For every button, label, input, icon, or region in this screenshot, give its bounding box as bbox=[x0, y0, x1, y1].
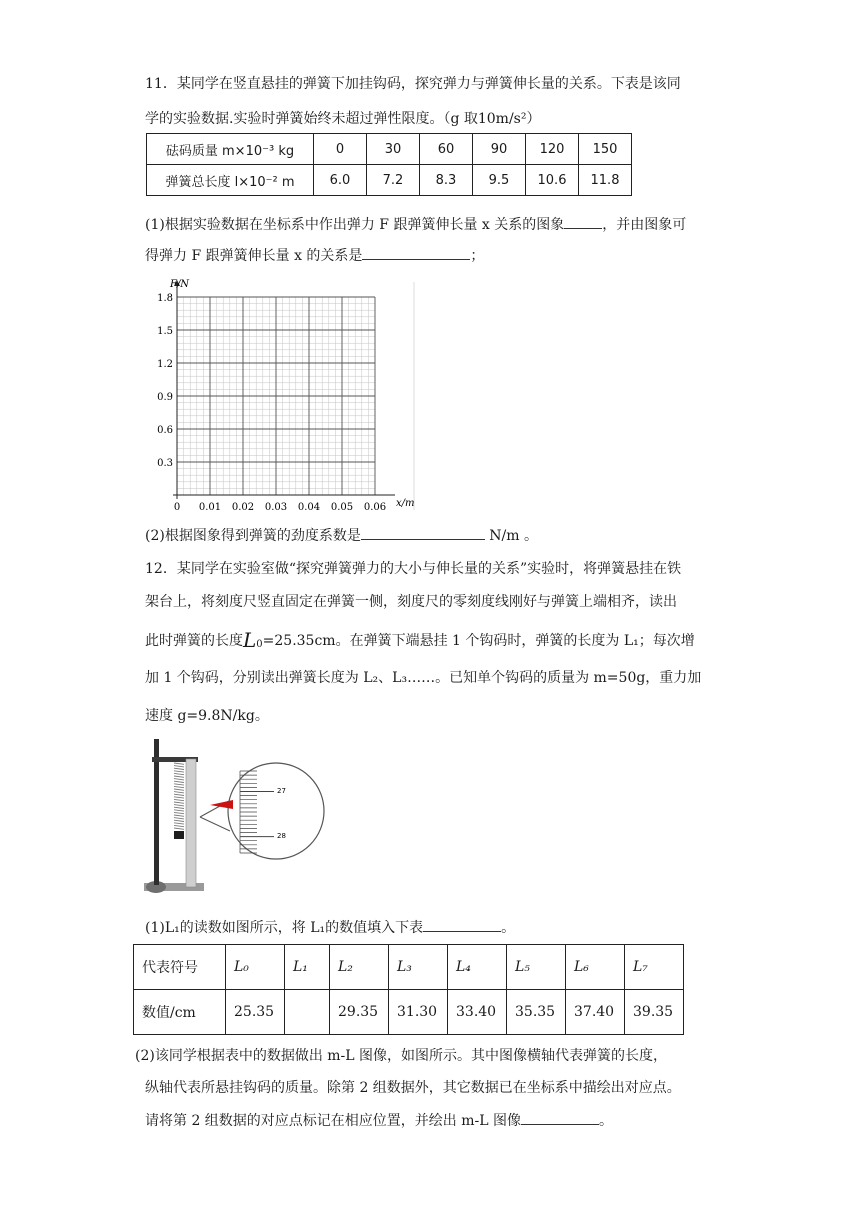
scale-label-27: 27 bbox=[277, 787, 286, 795]
spring-coil bbox=[174, 797, 184, 798]
table-cell: 31.30 bbox=[389, 990, 448, 1035]
x-tick-label: 0 bbox=[173, 502, 181, 513]
table-cell: 33.40 bbox=[448, 990, 507, 1035]
answer-blank[interactable] bbox=[361, 525, 485, 540]
spring-coil bbox=[174, 786, 184, 787]
q11-part1-text-a: (1)根据实验数据在坐标系中作出弹力 F 跟弹簧伸长量 x 关系的图象 bbox=[145, 217, 565, 233]
table-answer-cell[interactable] bbox=[285, 990, 330, 1035]
q12-stem-line2: 架台上，将刻度尺竖直固定在弹簧一侧，刻度尺的零刻度线刚好与弹簧上端相齐，读出 bbox=[145, 594, 677, 610]
spring-coil bbox=[174, 781, 184, 782]
q12-part2-text-a: 请将第 2 组数据的对应点标记在相应位置，并绘出 m-L 图像 bbox=[145, 1113, 522, 1129]
spring-coil bbox=[174, 812, 184, 813]
table-cell: 10.6 bbox=[526, 165, 579, 196]
y-tick-label: 0.6 bbox=[157, 425, 173, 436]
table-row bbox=[147, 134, 632, 165]
table-row bbox=[147, 165, 632, 196]
q12-part1-line bbox=[145, 917, 515, 937]
table-row bbox=[134, 990, 684, 1035]
x-tick-label: 0.06 bbox=[363, 502, 387, 513]
q11-part2-line bbox=[145, 525, 538, 545]
x-tick-label: 0.04 bbox=[297, 502, 321, 513]
spring-coil bbox=[174, 776, 184, 777]
table-cell: L₀ bbox=[226, 945, 285, 990]
spring-coil bbox=[174, 766, 184, 767]
table-cell: 29.35 bbox=[330, 990, 389, 1035]
table-cell: 39.35 bbox=[625, 990, 684, 1035]
q11-stem-line2: 学的实验数据.实验时弹簧始终未超过弹性限度。（g 取10m/s²） bbox=[145, 111, 541, 127]
spring-coil bbox=[174, 771, 184, 772]
table-cell: 37.40 bbox=[566, 990, 625, 1035]
table-cell: 9.5 bbox=[473, 165, 526, 196]
q12-stem-text-b: =25.35cm。在弹簧下端悬挂 1 个钩码时，弹簧的长度为 L₁；每次增 bbox=[262, 633, 695, 649]
y-tick-labels bbox=[157, 293, 173, 469]
q11-part2-text-a: (2)根据图象得到弹簧的劲度系数是 bbox=[145, 528, 361, 544]
spring-coil bbox=[174, 784, 184, 785]
table-header-symbol: 代表符号 bbox=[134, 945, 226, 990]
table-header-mass: 砝码质量 m×10⁻³ kg bbox=[147, 134, 314, 165]
table-cell: 60 bbox=[420, 134, 473, 165]
table-cell: 0 bbox=[314, 134, 367, 165]
spring-coil bbox=[174, 810, 184, 811]
y-tick-label: 1.8 bbox=[157, 293, 173, 304]
x-tick-label: 0.01 bbox=[198, 502, 222, 513]
answer-blank[interactable] bbox=[423, 917, 501, 932]
q12-stem-text-a: 此时弹簧的长度 bbox=[145, 633, 243, 649]
q12-part2-line3 bbox=[145, 1110, 613, 1130]
spring-coil bbox=[174, 768, 184, 769]
q12-stem-line4: 加 1 个钩码，分别读出弹簧长度为 L₂、L₃……。已知单个钩码的质量为 m=50g，重力加 bbox=[145, 670, 702, 686]
q12-part2-line1: (2)该同学根据表中的数据做出 m-L 图像，如图所示。其中图像横轴代表弹簧的长度， bbox=[135, 1048, 668, 1064]
q11-part1-text-c: 得弹力 F 跟弹簧伸长量 x 的关系是 bbox=[145, 248, 363, 264]
y-axis-label: F/N bbox=[170, 279, 190, 290]
spring-coil bbox=[174, 794, 184, 795]
force-extension-graph bbox=[140, 276, 430, 516]
q11-part1-text-b: ，并由图象可 bbox=[602, 217, 687, 233]
table-cell: 150 bbox=[579, 134, 632, 165]
table-cell: L₅ bbox=[507, 945, 566, 990]
x-axis-label: x/m bbox=[396, 498, 415, 509]
table-cell: 6.0 bbox=[314, 165, 367, 196]
q12-part1-text-a: (1)L₁的读数如图所示，将 L₁的数值填入下表 bbox=[145, 920, 424, 936]
table-cell: L₁ bbox=[285, 945, 330, 990]
spring-coil bbox=[174, 815, 184, 816]
q12-part2-text-b: 。 bbox=[599, 1113, 614, 1129]
table-cell: L₄ bbox=[448, 945, 507, 990]
q12-stem-line1: 12．某同学在实验室做“探究弹簧弹力的大小与伸长量的关系”实验时，将弹簧悬挂在铁 bbox=[145, 561, 682, 577]
table-cell: L₇ bbox=[625, 945, 684, 990]
spring-coil bbox=[174, 828, 184, 829]
ruler bbox=[186, 759, 196, 887]
answer-blank[interactable] bbox=[564, 214, 602, 229]
q12-data-table bbox=[133, 944, 684, 1035]
answer-blank[interactable] bbox=[362, 245, 470, 260]
q11-part1-text-d: ； bbox=[470, 248, 485, 264]
table-cell: 25.35 bbox=[226, 990, 285, 1035]
table-cell: 11.8 bbox=[579, 165, 632, 196]
table-cell: 30 bbox=[367, 134, 420, 165]
q12-stem-line3 bbox=[145, 628, 695, 652]
table-cell: 8.3 bbox=[420, 165, 473, 196]
spring-coil bbox=[174, 799, 184, 800]
table-cell: 120 bbox=[526, 134, 579, 165]
spring-coil bbox=[174, 818, 184, 819]
spring-coil bbox=[174, 792, 184, 793]
spring bbox=[174, 763, 184, 829]
spring-coil bbox=[174, 823, 184, 824]
spring-coil bbox=[174, 789, 184, 790]
q11-part2-text-b: N/m 。 bbox=[484, 528, 538, 544]
q12-part1-text-b: 。 bbox=[501, 920, 516, 936]
x-tick-label: 0.03 bbox=[264, 502, 288, 513]
spring-coil bbox=[174, 779, 184, 780]
q11-part1-line1 bbox=[145, 214, 686, 234]
table-row bbox=[134, 945, 684, 990]
q11-part1-line2 bbox=[145, 245, 484, 265]
major-grid bbox=[177, 297, 375, 495]
x-tick-label: 0.05 bbox=[330, 502, 354, 513]
q12-part2-line2: 纵轴代表所悬挂钩码的质量。除第 2 组数据外，其它数据已在坐标系中描绘出对应点。 bbox=[145, 1080, 681, 1096]
table-cell: 90 bbox=[473, 134, 526, 165]
table-cell: L₆ bbox=[566, 945, 625, 990]
table-header-value: 数值/cm bbox=[134, 990, 226, 1035]
table-cell: L₃ bbox=[389, 945, 448, 990]
spring-coil bbox=[174, 820, 184, 821]
pointer-marker bbox=[210, 800, 233, 809]
spring-coil bbox=[174, 807, 184, 808]
spring-apparatus-figure bbox=[140, 735, 340, 897]
spring-coil bbox=[174, 825, 184, 826]
spring-coil bbox=[174, 773, 184, 774]
y-tick-label: 0.3 bbox=[157, 458, 173, 469]
hook-weight bbox=[174, 831, 184, 839]
scale-label-28: 28 bbox=[277, 832, 286, 840]
l0-symbol: L0 bbox=[243, 628, 263, 652]
spring-coil bbox=[174, 805, 184, 806]
magnifier-pointer-line bbox=[200, 817, 230, 831]
y-tick-label: 1.5 bbox=[157, 326, 173, 337]
answer-blank[interactable] bbox=[521, 1110, 599, 1125]
spring-coil bbox=[174, 763, 184, 764]
y-tick-label: 1.2 bbox=[157, 359, 173, 370]
x-tick-label: 0.02 bbox=[231, 502, 255, 513]
table-cell: L₂ bbox=[330, 945, 389, 990]
table-header-length: 弹簧总长度 l×10⁻² m bbox=[147, 165, 314, 196]
q12-stem-line5: 速度 g=9.8N/kg。 bbox=[145, 708, 269, 724]
spring-coil bbox=[174, 802, 184, 803]
q11-stem-line1: 11．某同学在竖直悬挂的弹簧下加挂钩码，探究弹力与弹簧伸长量的关系。下表是该同 bbox=[145, 76, 681, 92]
q11-data-table bbox=[146, 133, 632, 196]
table-cell: 35.35 bbox=[507, 990, 566, 1035]
x-tick-labels bbox=[174, 502, 386, 513]
table-cell: 7.2 bbox=[367, 165, 420, 196]
y-tick-label: 0.9 bbox=[157, 392, 173, 403]
